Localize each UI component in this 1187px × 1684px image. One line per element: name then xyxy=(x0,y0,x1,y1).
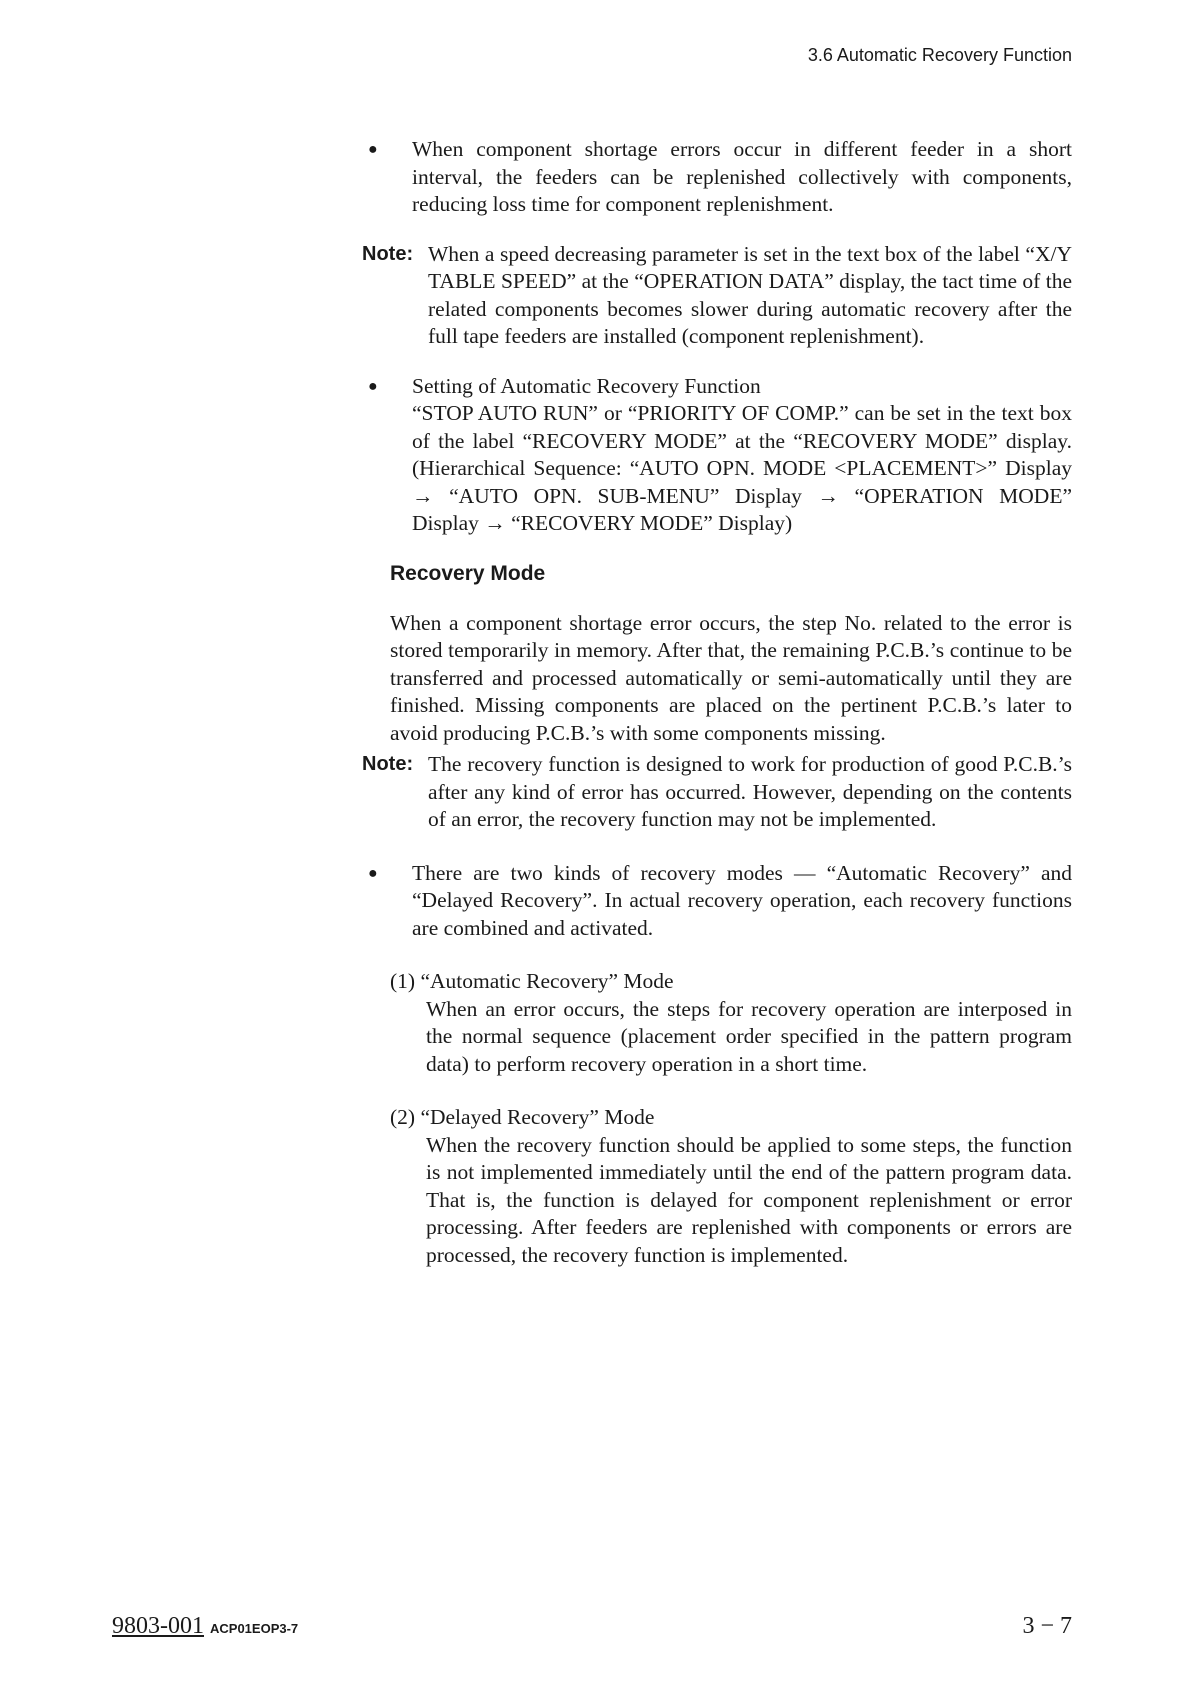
footer xyxy=(112,1581,1072,1644)
bullet-text: “STOP AUTO RUN” or “PRIORITY OF COMP.” can be set in the text box of the label “RECOVERY MODE” at the “RECOVERY MODE” display. (Hierarchical Sequence: “AUTO OPN. MODE <PLACEMENT>” Display → “AUTO OPN. SUB-MENU” Display → “OPERATION MODE” Display → “RECOVERY MODE” Display) xyxy=(412,401,1072,535)
bullet-text: When component shortage errors occur in different feeder in a short interval, the feeders can be replenished collectively with components, reducing loss time for component replenishment. xyxy=(412,137,1072,216)
note-recovery xyxy=(362,751,1072,834)
item-automatic-recovery xyxy=(390,968,1072,1078)
bullet-two-kinds xyxy=(368,860,1072,943)
recovery-paragraph: When a component shortage error occurs, the step No. related to the error is stored temporarily in memory. After that, the remaining P.C.B.’s continue to be transferred and processed automatically or semi-automatically until they are finished. Missing components are placed on the pertinent P.C.B.’s later to avoid producing P.C.B.’s with some components missing. xyxy=(390,610,1072,745)
page-number: 3 − 7 xyxy=(1022,1613,1072,1639)
section-title: Recovery Mode xyxy=(390,561,546,585)
bullet-icon: ● xyxy=(368,141,378,158)
item-title: (2) “Delayed Recovery” Mode xyxy=(390,1105,655,1129)
bullet-title: Setting of Automatic Recovery Function xyxy=(412,373,761,398)
doc-number: 9803-001 xyxy=(112,1613,204,1639)
item-text: When the recovery function should be applied to some steps, the function is not implemented immediately until the end of the pattern program data. That is, the function is delayed for component replenishment or error processing. After feeders are replenished with components or errors are processed, the recovery function is implemented. xyxy=(426,1132,1072,1267)
note-label: Note: xyxy=(362,242,414,265)
bullet-setting xyxy=(368,373,1072,538)
bullet-text: There are two kinds of recovery modes — “Automatic Recovery” and “Delayed Recovery”. In actual recovery operation, each recovery functions are combined and activated. xyxy=(412,860,1072,940)
bullet-icon: ● xyxy=(368,864,378,882)
running-header: 3.6 Automatic Recovery Function xyxy=(807,45,1072,65)
note-speed xyxy=(362,241,1072,351)
item-delayed-recovery xyxy=(390,1104,1072,1269)
note-text: The recovery function is designed to work for production of good P.C.B.’s after any kind of error has occurred. However, depending on the contents of an error, the recovery function may not be implemented. xyxy=(428,752,1072,831)
note-text: When a speed decreasing parameter is set in the text box of the label “X/Y TABLE SPEED” at the “OPERATION DATA” display, the tact time of the related components becomes slower during automatic recovery after the full tape feeders are installed (component replenishment). xyxy=(428,241,1072,348)
content xyxy=(362,136,1072,1269)
note-label: Note: xyxy=(362,753,414,775)
footer-left xyxy=(112,1611,298,1644)
doc-code: ACP01EOP3-7 xyxy=(210,1621,299,1636)
item-text: When an error occurs, the steps for recovery operation are interposed in the normal sequence (placement order specified in the pattern program data) to perform recovery operation in a short time. xyxy=(426,996,1072,1076)
bullet-feeder-replenish xyxy=(368,136,1072,219)
bullet-icon: ● xyxy=(368,377,378,395)
item-title: (1) “Automatic Recovery” Mode xyxy=(390,969,674,993)
